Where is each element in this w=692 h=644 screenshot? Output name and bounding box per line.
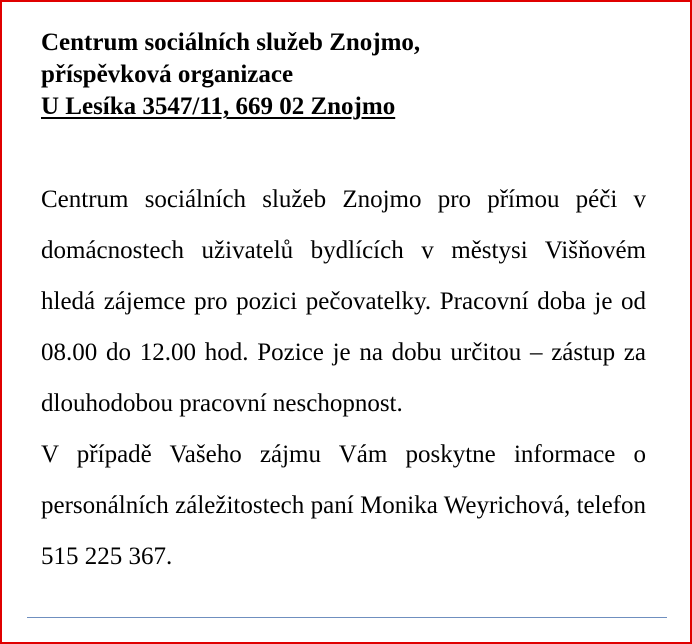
job-announcement xyxy=(41,174,646,582)
organization-name: Centrum sociálních služeb Znojmo, xyxy=(41,29,421,56)
organization-type: příspěvková organizace xyxy=(41,61,294,88)
organization-header xyxy=(41,27,661,123)
organization-address: U Lesíka 3547/11, 669 02 Znojmo xyxy=(41,93,396,120)
announcement-paragraph-1: Centrum sociálních služeb Znojmo pro přímou péči v domácnostech uživatelů bydlících v městysi Višňovém hledá zájemce pro pozici pečovatelky. Pracovní doba je od 08.00 do 12.00 hod. Pozice je na dobu určitou – zástup za dlouhodobou pracovní neschopnost. xyxy=(41,186,646,417)
announcement-paragraph-2: V případě Vašeho zájmu Vám poskytne informace o personálních záležitostech paní Monika Weyrichová, telefon 515 225 367. xyxy=(41,441,646,570)
bottom-divider xyxy=(27,617,667,618)
